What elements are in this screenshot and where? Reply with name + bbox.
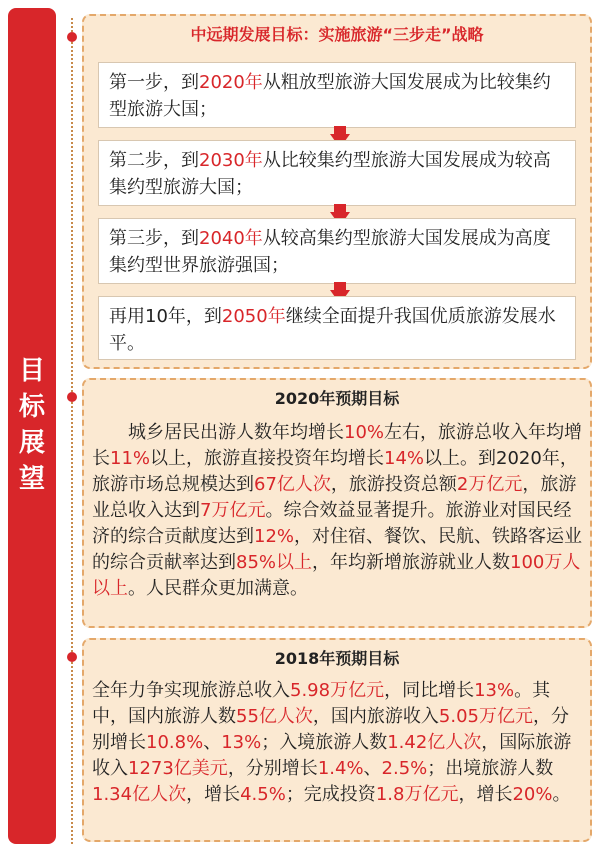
highlight-value: 14% [384, 448, 425, 469]
step-text: 第二步，到 [109, 150, 199, 171]
step-box [98, 140, 576, 206]
step-year: 2020年 [199, 72, 263, 93]
step-text: 第三步，到 [109, 228, 199, 249]
step-box [98, 296, 576, 360]
timeline-line [71, 18, 73, 844]
text-segment: 、 [203, 732, 222, 753]
text-segment: ，增长 [458, 784, 513, 805]
side-title-char: 标 [18, 392, 45, 423]
text-segment: 、 [363, 758, 382, 779]
highlight-value: 1.8万亿元 [375, 784, 459, 805]
highlight-value: 5.05万亿元 [438, 706, 533, 727]
step-text: 继续全面提升我国优质旅游发展水平。 [109, 306, 556, 354]
side-title-char: 目 [18, 356, 45, 387]
step-box [98, 218, 576, 284]
arrow-down-icon [334, 282, 346, 290]
goals-2018-title: 2018年预期目标 [274, 649, 400, 668]
step-year: 2040年 [199, 228, 263, 249]
arrow-down-icon [334, 204, 346, 212]
step-text: 从比较集约型旅游大国发展成为较高集约型旅游大国； [109, 150, 551, 198]
text-segment: ，旅游业总收入达到 [92, 474, 577, 521]
highlight-value: 10% [344, 422, 385, 443]
highlight-value: 55亿人次 [236, 706, 313, 727]
arrow-down-icon [334, 126, 346, 134]
text-segment: ，年均新增旅游就业人数 [312, 552, 511, 573]
highlight-value: 2.5% [381, 758, 428, 779]
side-tab [8, 8, 56, 844]
side-title-char: 展 [18, 428, 45, 458]
highlight-value: 5.98万亿元 [290, 680, 385, 701]
step-text: 从粗放型旅游大国发展成为比较集约型旅游大国； [109, 72, 551, 120]
text-segment: 以上。到2020年，旅游市场总规模达到 [92, 448, 578, 495]
highlight-value: 4.5% [240, 784, 286, 805]
text-segment: ，旅游投资总额 [330, 474, 457, 495]
text-segment: 。 [552, 784, 571, 805]
text-segment: ，国际旅游收入 [92, 732, 572, 779]
step-text: 再用10年，到 [109, 306, 222, 327]
text-segment: 全年力争实现旅游总收入 [92, 680, 290, 701]
side-title [19, 357, 45, 495]
text-segment: ；入境旅游人数 [261, 732, 388, 753]
text-segment: ；出境旅游人数 [427, 758, 554, 779]
timeline-dot [67, 652, 77, 662]
step-year: 2030年 [199, 150, 263, 171]
highlight-value: 1273亿美元 [128, 758, 228, 779]
side-title-char: 望 [18, 463, 45, 494]
step-year: 2050年 [221, 306, 286, 327]
highlight-value: 85%以上 [236, 552, 313, 573]
text-segment: ；完成投资 [285, 784, 376, 805]
text-segment: ，对住宿、餐饮、民航、铁路客运业的综合贡献率达到 [92, 526, 583, 573]
highlight-value: 100万人以上 [92, 552, 581, 599]
timeline-dot [67, 392, 77, 402]
step-text: 第一步，到 [109, 72, 199, 93]
highlight-value: 20% [512, 784, 553, 805]
text-segment: ，分别增长 [227, 758, 318, 779]
text-segment: ，国内旅游收入 [312, 706, 439, 727]
highlight-value: 13% [221, 732, 262, 753]
text-segment: 城乡居民出游人数年均增长 [92, 422, 344, 443]
highlight-value: 67亿人次 [254, 474, 331, 495]
highlight-value: 1.42亿人次 [387, 732, 482, 753]
highlight-value: 12% [254, 526, 295, 547]
text-segment: 。综合效益显著提升。旅游业对国民经济的综合贡献度达到 [92, 500, 572, 547]
text-segment: 左右，旅游总收入年均增长 [92, 422, 583, 469]
text-segment: ，增长 [186, 784, 241, 805]
highlight-value: 11% [110, 448, 151, 469]
step-box [98, 62, 576, 128]
text-segment: 。其中，国内旅游人数 [92, 680, 551, 727]
text-segment: ，分别增长 [92, 706, 569, 753]
long-term-goals-title: 中远期发展目标：实施旅游“三步走”战略 [190, 25, 484, 44]
step-text: 从较高集约型旅游大国发展成为高度集约型世界旅游强国； [109, 228, 551, 276]
goals-2018-paragraph [92, 678, 584, 808]
highlight-value: 7万亿元 [200, 500, 266, 521]
highlight-value: 13% [474, 680, 515, 701]
goals-2020-paragraph [92, 420, 584, 602]
goals-2020-title: 2020年预期目标 [274, 389, 400, 408]
text-segment: 以上，旅游直接投资年均增长 [150, 448, 385, 469]
highlight-value: 1.34亿人次 [92, 784, 187, 805]
highlight-value: 10.8% [146, 732, 204, 753]
timeline-dot [67, 32, 77, 42]
highlight-value: 1.4% [317, 758, 364, 779]
highlight-value: 2万亿元 [456, 474, 523, 495]
text-segment: ，同比增长 [384, 680, 475, 701]
text-segment: 。人民群众更加满意。 [128, 578, 308, 599]
